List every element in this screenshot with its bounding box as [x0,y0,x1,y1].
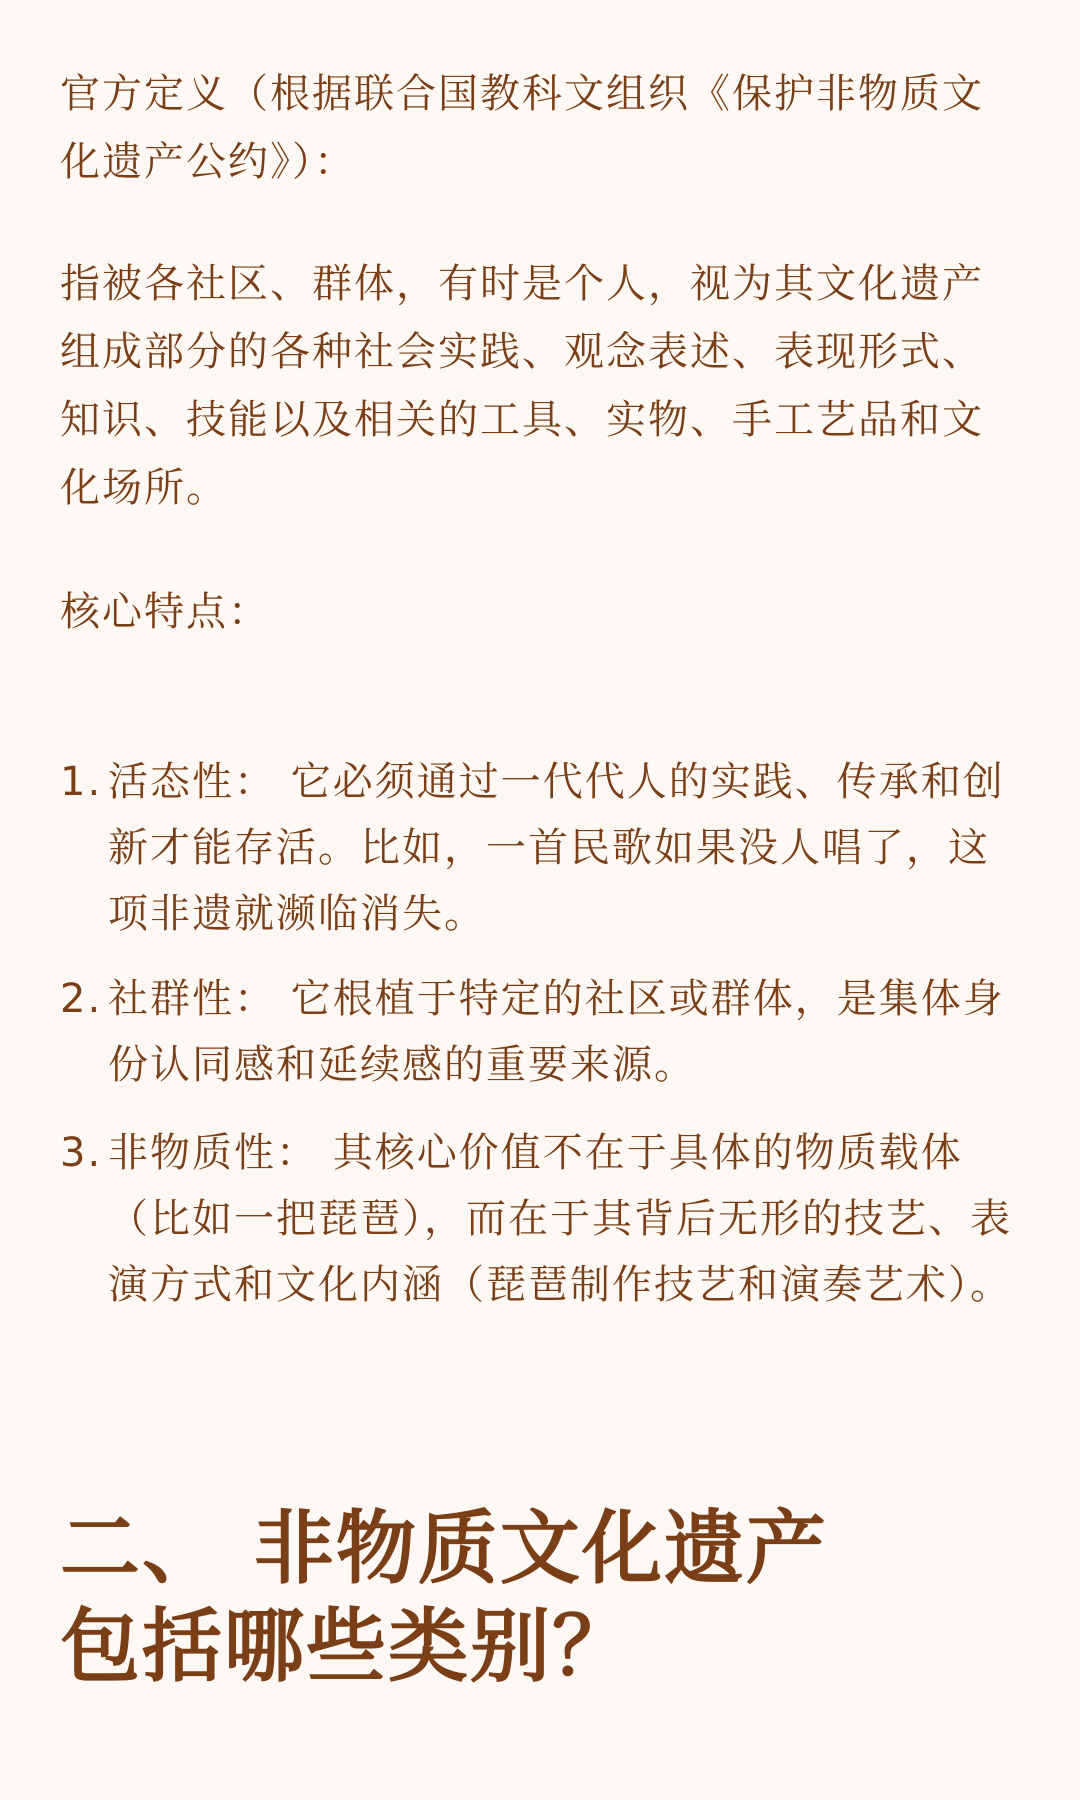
definition-body: 指被各社区、群体，有时是个人，视为其文化遗产组成部分的各种社会实践、观念表述、表现形式、知识、技能以及相关的工具、实物、手工艺品和文化场所。 [60,261,984,511]
feature-item-community [60,966,1020,1098]
definition-intro: 官方定义（根据联合国教科文组织《保护非物质文化遗产公约》）： [60,71,984,185]
feature-text: 它根植于特定的社区或群体，是集体身份认同感和延续感的重要来源。 [108,976,1005,1088]
feature-number: 1. [60,759,103,805]
feature-number: 3. [60,1130,103,1176]
feature-number: 2. [60,976,103,1022]
features-title: 核心特点： [60,589,270,635]
section-heading-line-2: 包括哪些类别？ [60,1600,634,1693]
section-heading-line-1: 二、 非物质文化遗产 [60,1502,828,1595]
feature-item-intangibility [60,1120,1020,1318]
section-heading [60,1500,1020,1696]
feature-label: 活态性： [108,759,276,805]
feature-text: 它必须通过一代代人的实践、传承和创新才能存活。比如，一首民歌如果没人唱了，这项非遗就濒临消失。 [108,759,1005,937]
feature-label: 非物质性： [108,1130,318,1176]
feature-label: 社群性： [108,976,276,1022]
feature-text: 其核心价值不在于具体的物质载体（比如一把琵琶），而在于其背后无形的技艺、表演方式和文化内涵（琵琶制作技艺和演奏艺术）。 [108,1130,1012,1308]
feature-item-liveness [60,749,1020,947]
